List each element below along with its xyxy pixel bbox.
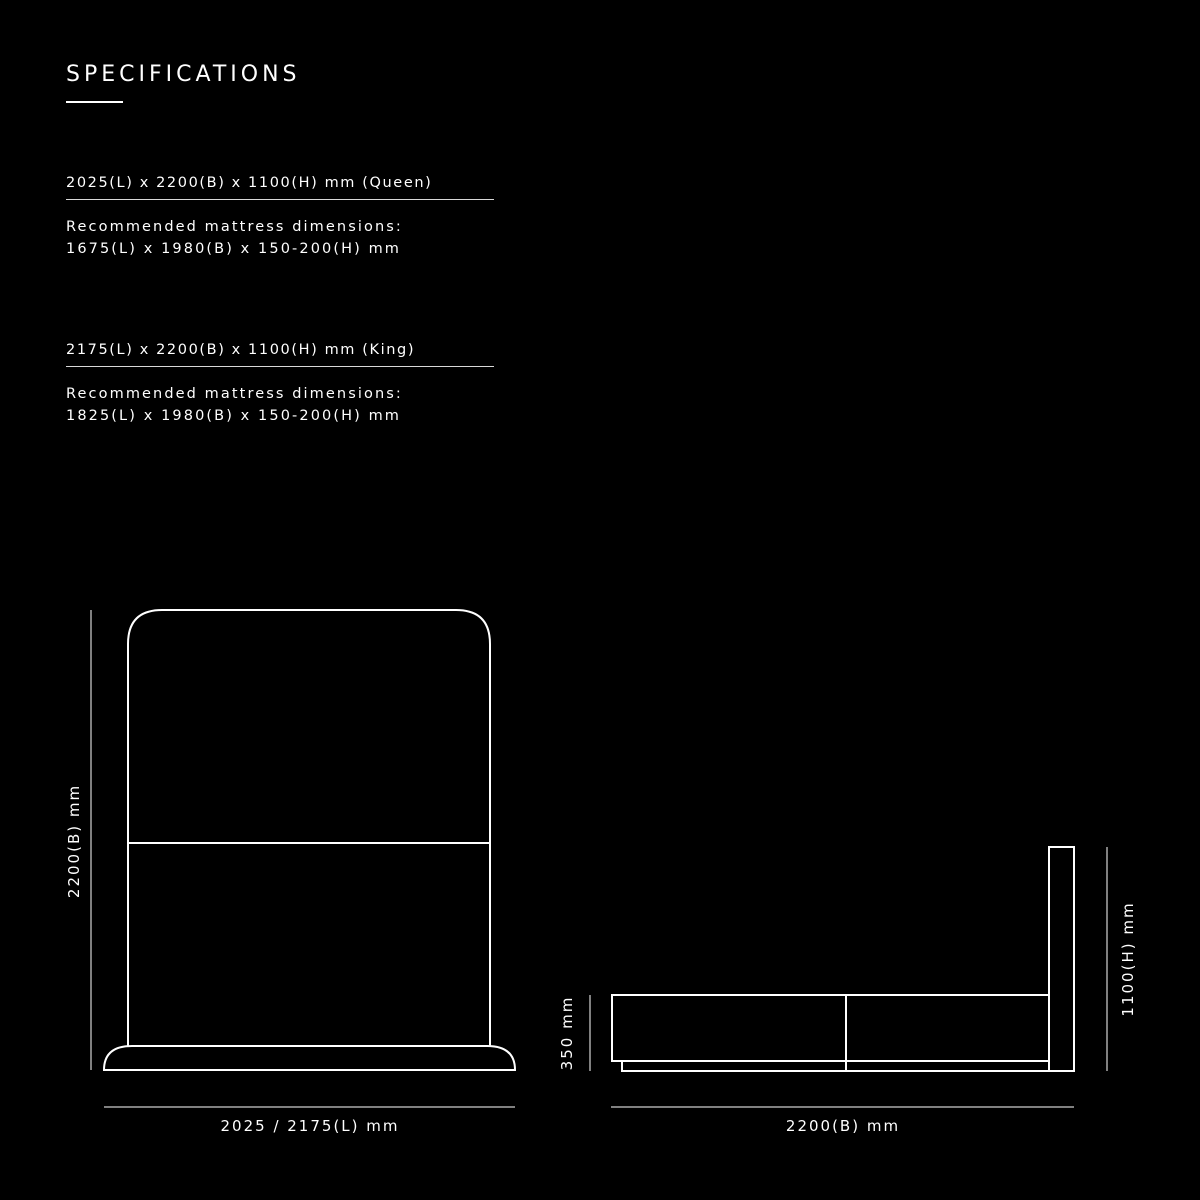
- side-view-total-height-label: 1100(H) mm: [1119, 901, 1137, 1017]
- side-view-base-height-label: 350 mm: [558, 995, 576, 1071]
- top-view-depth-label: 2200(B) mm: [65, 783, 83, 899]
- side-view-bed-base: [612, 995, 1049, 1061]
- spec-king-size: 2175(L) x 2200(B) x 1100(H) mm (King): [66, 342, 494, 367]
- top-view-bed-outline: [128, 610, 490, 1046]
- spec-queen-size: 2025(L) x 2200(B) x 1100(H) mm (Queen): [66, 175, 494, 200]
- spec-queen-mattress-size: 1675(L) x 1980(B) x 150-200(H) mm: [66, 241, 402, 257]
- side-view-plinth: [622, 1061, 1049, 1071]
- side-view-length-label: 2200(B) mm: [785, 1117, 901, 1135]
- spec-queen-mattress-label: Recommended mattress dimensions:: [66, 219, 403, 235]
- spec-king-mattress-label: Recommended mattress dimensions:: [66, 386, 403, 402]
- page-title: SPECIFICATIONS: [66, 62, 301, 87]
- top-view: [91, 610, 515, 1107]
- side-view: [590, 847, 1107, 1107]
- spec-king-mattress-size: 1825(L) x 1980(B) x 150-200(H) mm: [66, 408, 402, 424]
- top-view-footboard: [104, 1046, 515, 1070]
- top-view-width-label: 2025 / 2175(L) mm: [220, 1117, 400, 1135]
- side-view-headboard: [1049, 847, 1074, 1071]
